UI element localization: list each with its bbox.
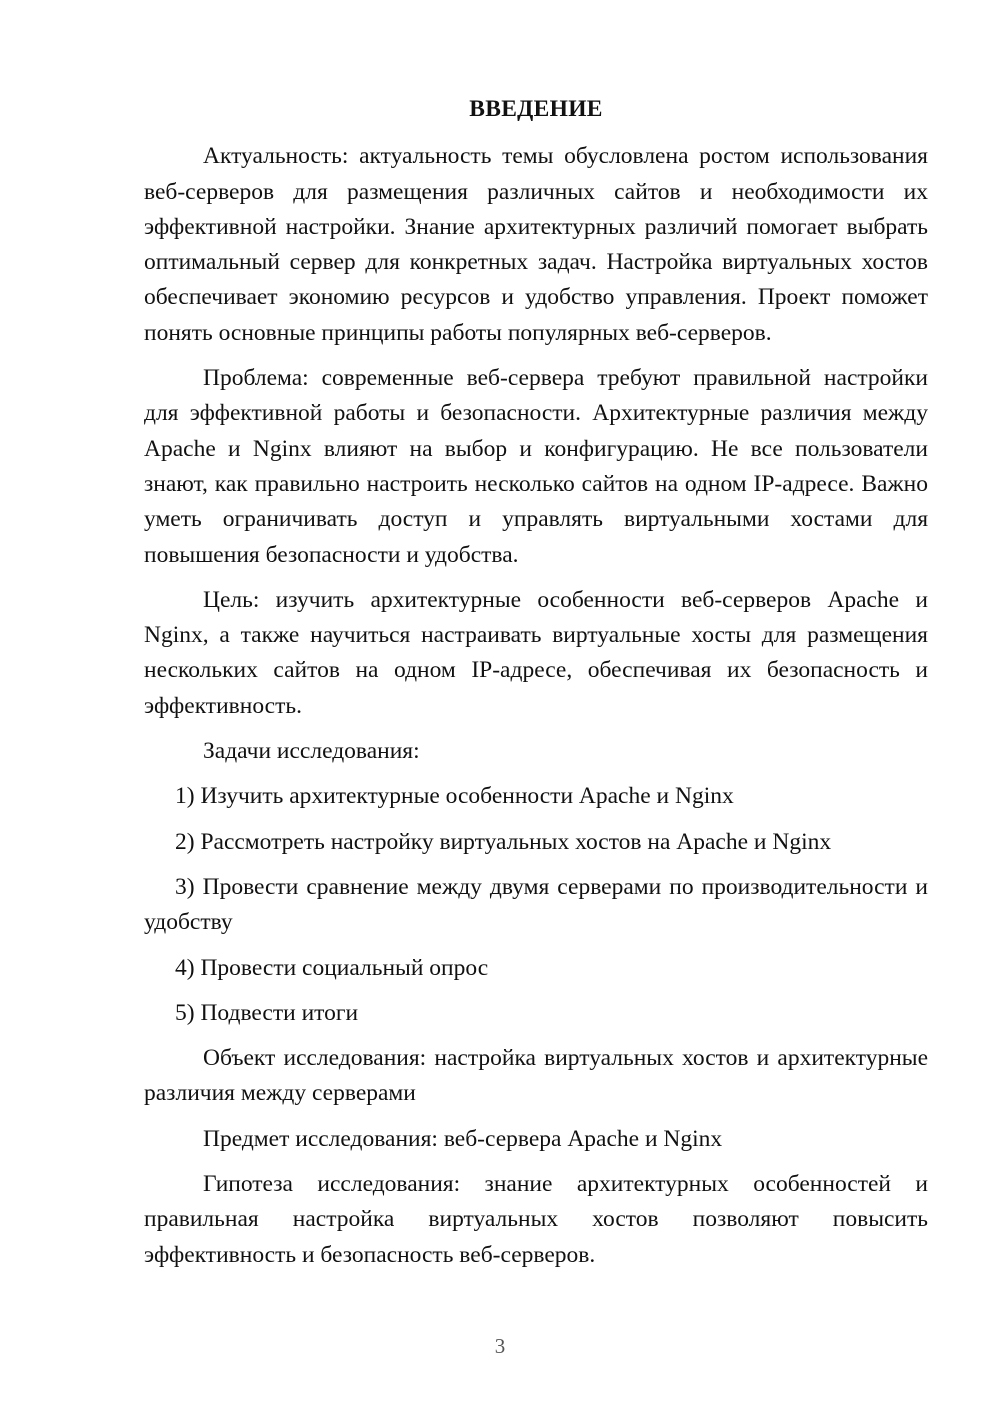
task-item-2: 2) Рассмотреть настройку виртуальных хостов на Apache и Nginx (175, 828, 832, 855)
document-body (144, 92, 928, 1283)
paragraph-subject: Предмет исследования: веб-сервера Apache и Nginx (203, 1125, 723, 1152)
section-heading: ВВЕДЕНИЕ (469, 96, 603, 122)
task-item-4: 4) Провести социальный опрос (175, 954, 489, 981)
page-number: 3 (494, 1334, 506, 1358)
tasks-title: Задачи исследования: (203, 738, 420, 765)
paragraph-problem: Проблема: современные веб-сервера требуют правильной настройки для эффективной работы и безопасности. Архитектурные различия между Apache и Nginx влияют на выбор и конфигурацию. Не все пользователи знают, как правильно настроить несколько сайтов на одном IP-адресе. Важно уметь ограничивать доступ и управлять виртуальными хостами для повышения безопасности и удобства. (144, 365, 928, 568)
paragraph-goal: Цель: изучить архитектурные особенности веб-серверов Apache и Nginx, а также научиться настраивать виртуальные хосты для размещения нескольких сайтов на одном IP-адресе, обеспечивая их безопасность и эффективность. (144, 586, 928, 719)
task-item-5: 5) Подвести итоги (175, 999, 359, 1026)
paragraph-hypothesis: Гипотеза исследования: знание архитектурных особенностей и правильная настройка виртуальных хостов позволяют повысить эффективность и безопасность веб-серверов. (144, 1171, 928, 1268)
task-item-1: 1) Изучить архитектурные особенности Apache и Nginx (175, 783, 734, 810)
paragraph-relevance: Актуальность: актуальность темы обусловлена ростом использования веб-серверов для размещения различных сайтов и необходимости их эффективной настройки. Знание архитектурных различий помогает выбрать оптимальный сервер для конкретных задач. Настройка виртуальных хостов обеспечивает экономию ресурсов и удобство управления. Проект поможет понять основные принципы работы популярных веб-серверов. (144, 143, 928, 346)
paragraph-object: Объект исследования: настройка виртуальных хостов и архитектурные различия между серверами (144, 1045, 928, 1107)
task-item-3: 3) Провести сравнение между двумя серверами по производительности и удобству (144, 873, 928, 936)
